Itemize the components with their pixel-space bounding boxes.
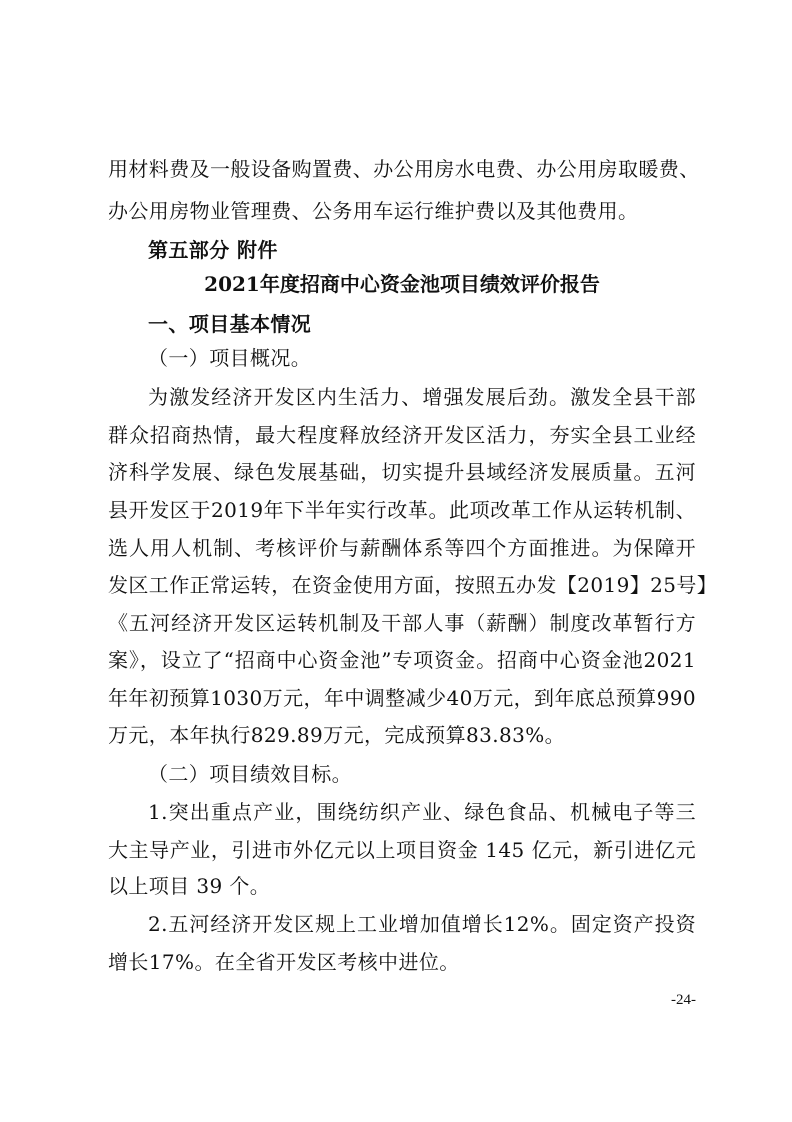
overview-line-5: 选人用人机制、考核评价与薪酬体系等四个方面推进。为保障开 xyxy=(108,536,696,560)
overview-line-4: 县开发区于2019年下半年实行改革。此项改革工作从运转机制、 xyxy=(108,498,696,522)
part-heading: 第五部分 附件 xyxy=(148,238,278,262)
overview-line-2: 群众招商热情，最大程度释放经济开发区活力，夯实全县工业经 xyxy=(108,423,696,447)
goal-one-line-3: 以上项目 39 个。 xyxy=(108,874,271,898)
goal-two-line-1: 2.五河经济开发区规上工业增加值增长12%。固定资产投资 xyxy=(148,912,696,936)
subsection-one-heading: （一）项目概况。 xyxy=(148,346,312,370)
overview-line-1: 为激发经济开发区内生活力、增强发展后劲。激发全县干部 xyxy=(148,385,696,409)
subsection-two-heading: （二）项目绩效目标。 xyxy=(148,762,352,786)
page-number: -24- xyxy=(671,992,696,1008)
goal-two-line-2: 增长17%。在全省开发区考核中进位。 xyxy=(108,950,460,974)
section-one-heading: 一、项目基本情况 xyxy=(148,312,312,336)
overview-line-10: 万元，本年执行829.89万元，完成预算83.83%。 xyxy=(108,723,566,747)
continuation-line-1: 用材料费及一般设备购置费、办公用房水电费、办公用房取暖费、 xyxy=(108,157,700,181)
overview-line-3: 济科学发展、绿色发展基础，切实提升县域经济发展质量。五河 xyxy=(108,460,696,484)
overview-line-8: 案》，设立了“招商中心资金池”专项资金。招商中心资金池2021 xyxy=(108,648,696,672)
continuation-line-2: 办公用房物业管理费、公务用车运行维护费以及其他费用。 xyxy=(108,199,639,223)
overview-line-7: 《五河经济开发区运转机制及干部人事（薪酬）制度改革暂行方 xyxy=(108,611,696,635)
goal-one-line-1: 1.突出重点产业，围绕纺织产业、绿色食品、机械电子等三 xyxy=(148,800,696,824)
overview-line-9: 年年初预算1030万元，年中调整减少40万元，到年底总预算990 xyxy=(108,686,696,710)
goal-one-line-2: 大主导产业，引进市外亿元以上项目资金 145 亿元，新引进亿元 xyxy=(108,838,696,862)
report-title: 2021年度招商中心资金池项目绩效评价报告 xyxy=(204,272,600,296)
overview-line-6: 发区工作正常运转，在资金使用方面，按照五办发【2019】25号】 xyxy=(108,573,718,597)
